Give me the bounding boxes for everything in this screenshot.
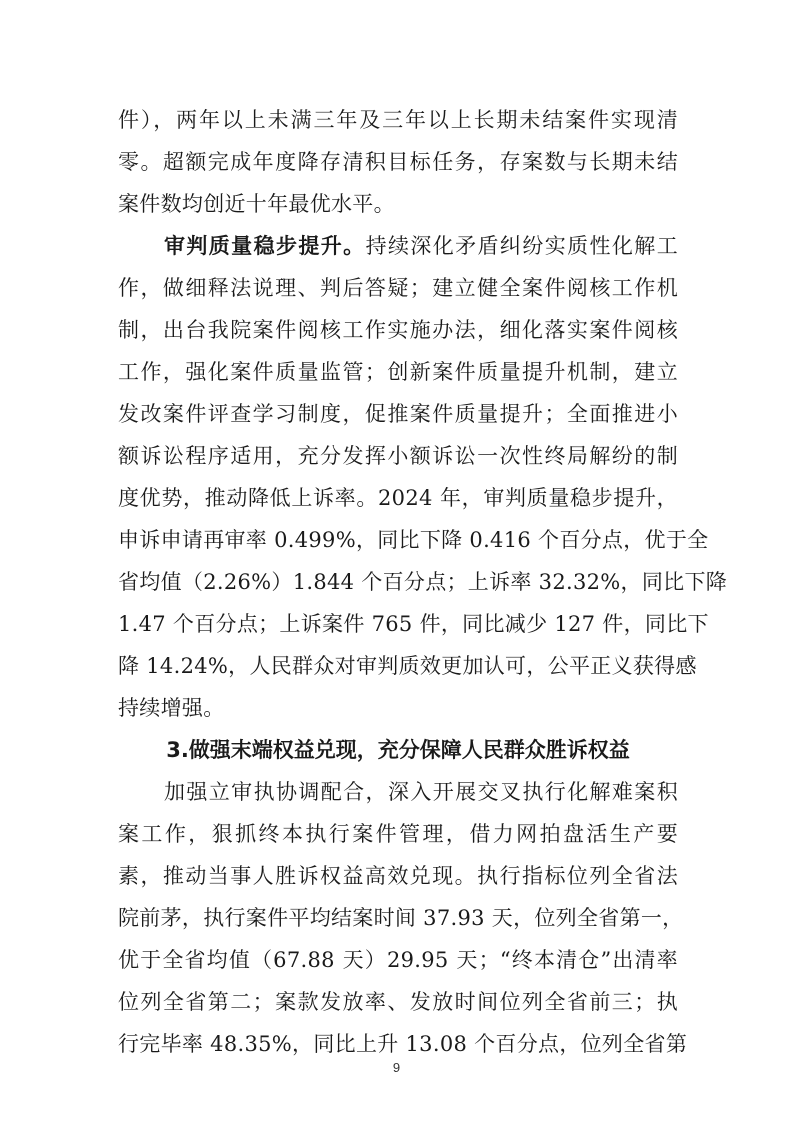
text-line: 1.47 个百分点；上诉案件 765 件，同比减少 127 件，同比下 [118,612,709,636]
text-line: 额诉讼程序适用，充分发挥小额诉讼一次性终局解纷的制 [118,444,678,468]
text-line: 降 14.24%，人民群众对审判质效更加认可，公平正义获得感 [118,654,697,678]
text-line: 省均值（2.26%）1.844 个百分点；上诉率 32.32%，同比下降 [118,570,728,594]
text-line: 行完毕率 48.35%，同比上升 13.08 个百分点，位列全省第 [118,1032,688,1056]
paragraph-first-line: 加强立审执协调配合，深入开展交叉执行化解难案积 [164,780,678,804]
text-line: 位列全省第二；案款发放率、发放时间位列全省前三；执 [118,990,678,1014]
text-line: 素，推动当事人胜诉权益高效兑现。执行指标位列全省法 [118,864,678,888]
text-line: 作，做细释法说理、判后答疑；建立健全案件阅核工作机 [118,276,678,300]
text-line: 零。超额完成年度降存清积目标任务，存案数与长期未结 [118,150,678,174]
text-line: 优于全省均值（67.88 天）29.95 天；“终本清仓”出清率 [118,948,678,972]
text-line: 案件数均创近十年最优水平。 [118,192,395,216]
paragraph-first-line [164,232,678,260]
text-line: 持续增强。 [118,696,225,720]
section-heading: 3.做强末端权益兑现，充分保障人民群众胜诉权益 [166,738,630,762]
text-line: 度优势，推动降低上诉率。2024 年，审判质量稳步提升， [118,486,678,510]
paragraph-text: 持续深化矛盾纠纷实质性化解工 [365,234,678,258]
text-line: 发改案件评查学习制度，促推案件质量提升；全面推进小 [118,402,678,426]
page-number: 9 [392,1060,401,1075]
text-line: 案工作，狠抓终本执行案件管理，借力网拍盘活生产要 [118,822,678,846]
text-line: 制，出台我院案件阅核工作实施办法，细化落实案件阅核 [118,318,678,342]
text-line: 院前茅，执行案件平均结案时间 37.93 天，位列全省第一， [118,906,684,930]
text-line: 工作，强化案件质量监管；创新案件质量提升机制，建立 [118,360,678,384]
text-line: 申诉申请再审率 0.499%，同比下降 0.416 个百分点，优于全 [118,528,709,552]
text-line: 件），两年以上未满三年及三年以上长期未结案件实现清 [118,108,678,132]
paragraph-lead: 审判质量稳步提升。 [164,234,366,258]
